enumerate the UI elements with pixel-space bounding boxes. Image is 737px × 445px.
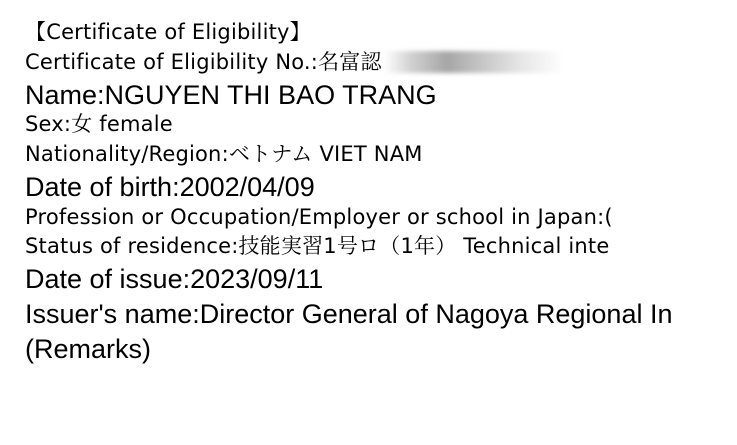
- nationality-label: Nationality/Region:: [25, 142, 229, 166]
- sex-line: [25, 114, 173, 135]
- date-of-birth-line: [25, 174, 315, 201]
- sex-value: 女 female: [71, 112, 173, 136]
- status-label: Status of residence:: [25, 234, 239, 258]
- name-value: NGUYEN THI BAO TRANG: [104, 80, 437, 110]
- certificate-heading: [25, 22, 311, 43]
- certificate-document: [25, 0, 737, 445]
- date-of-issue-label: Date of issue:: [25, 264, 191, 294]
- profession-label: Profession or Occupation/Employer or school in Japan:: [25, 205, 605, 229]
- nationality-line: [25, 144, 423, 165]
- profession-line: [25, 207, 613, 228]
- heading-text: 【Certificate of Eligibility】: [25, 20, 311, 44]
- issuer-label: Issuer's name:: [25, 299, 200, 329]
- date-of-birth-label: Date of birth:: [25, 172, 180, 202]
- name-line: [25, 82, 437, 109]
- certificate-number-value: 名富認: [318, 50, 382, 74]
- sex-label: Sex:: [25, 112, 72, 136]
- profession-value: (: [604, 205, 613, 229]
- certificate-number-line: [25, 51, 564, 73]
- date-of-issue-value: 2023/09/11: [190, 264, 324, 294]
- redacted-region: [384, 51, 564, 73]
- remarks-label: (Remarks): [25, 334, 151, 364]
- status-of-residence-line: [25, 236, 609, 257]
- name-label: Name:: [25, 80, 105, 110]
- status-value: 技能実習1号ロ（1年） Technical inte: [238, 234, 610, 258]
- nationality-value: ベトナム VIET NAM: [228, 142, 423, 166]
- issuer-line: [25, 301, 673, 328]
- remarks-line: [25, 336, 151, 363]
- date-of-issue-line: [25, 266, 323, 293]
- issuer-value: Director General of Nagoya Regional In: [199, 299, 673, 329]
- certificate-number-label: Certificate of Eligibility No.:: [25, 50, 319, 74]
- date-of-birth-value: 2002/04/09: [179, 172, 315, 202]
